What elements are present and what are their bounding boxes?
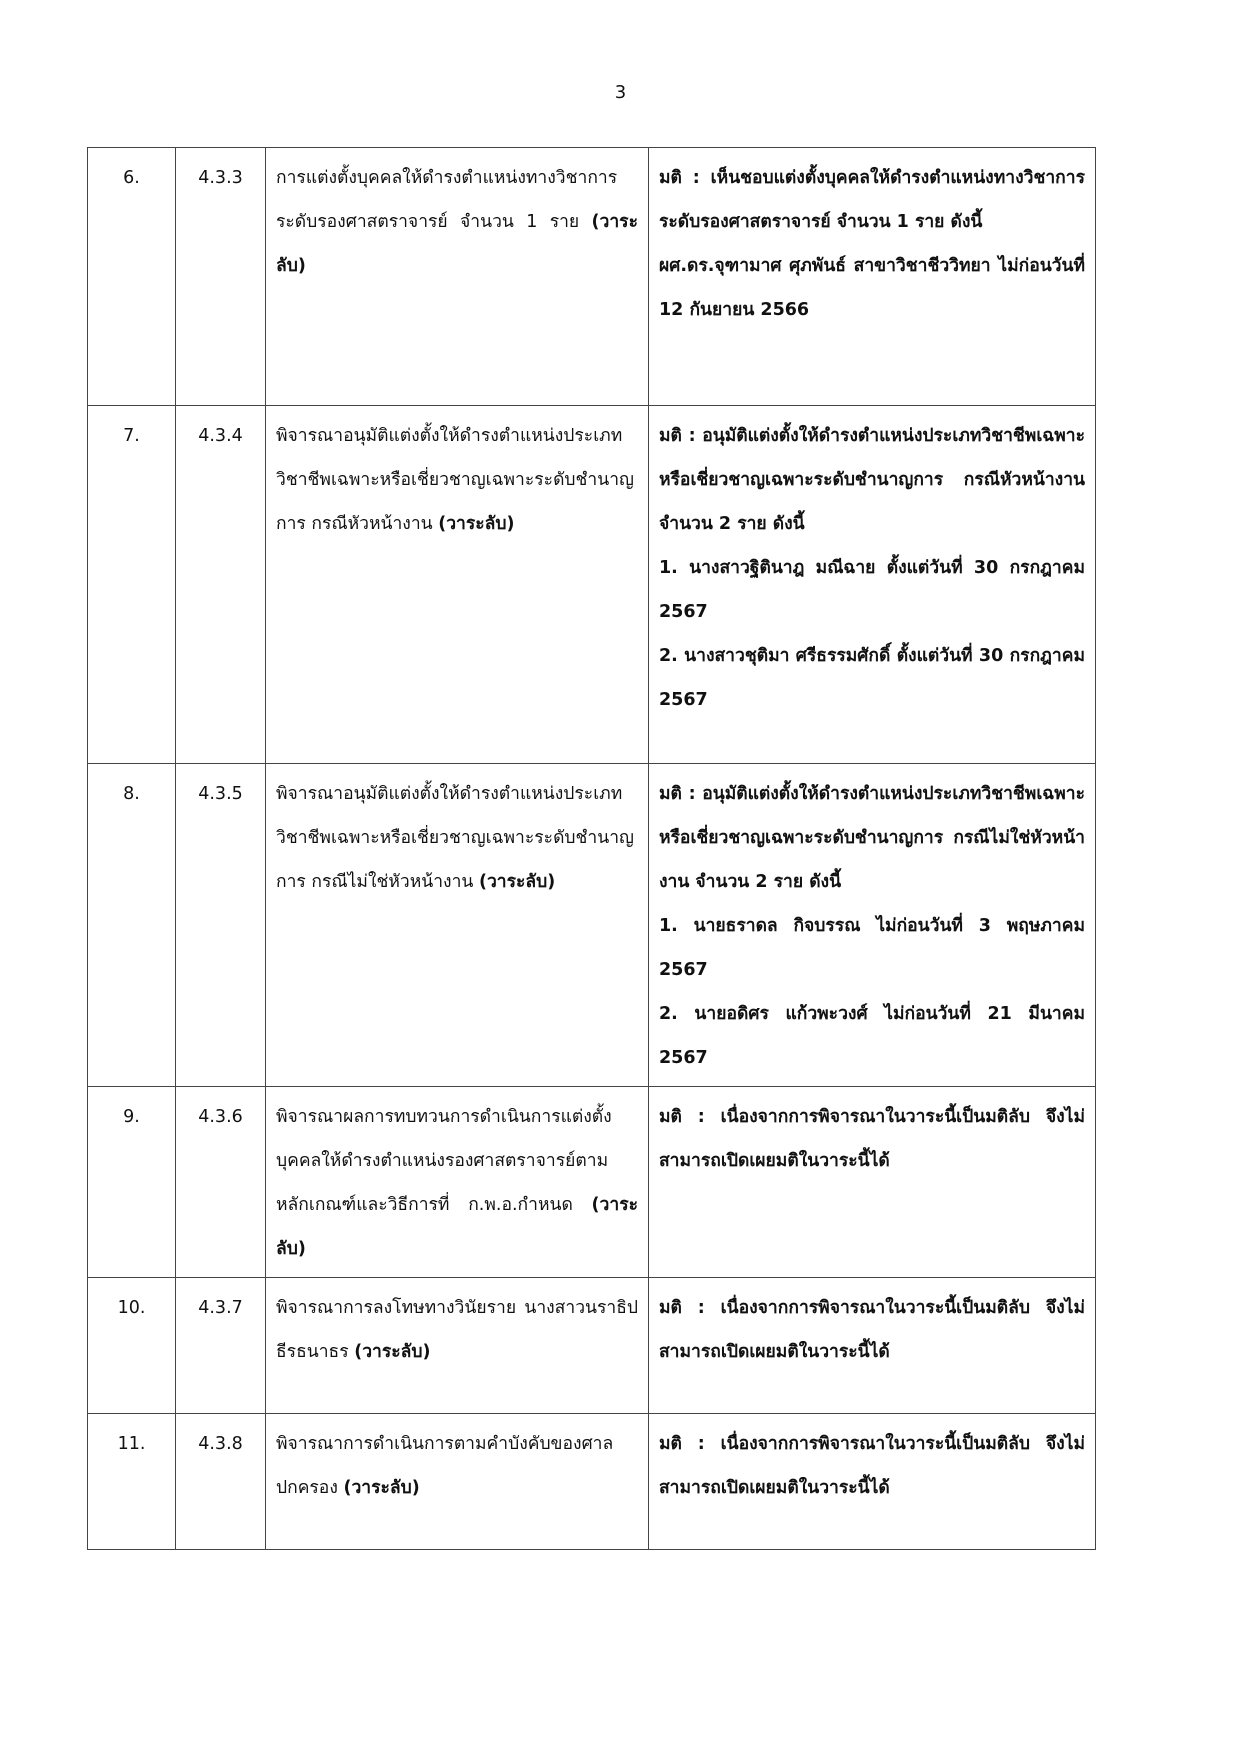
agenda-title-cell <box>266 1087 649 1278</box>
agenda-title: พิจารณาการลงโทษทางวินัยราย นางสาวนราธิป ธีรธนาธร <box>276 1298 638 1362</box>
resolution-text: มติ : เนื่องจากการพิจารณาในวาระนี้เป็นมติลับ จึงไม่สามารถเปิดเผยมติในวาระนี้ได้ <box>659 1298 1085 1362</box>
item-number: 8. <box>88 764 176 1087</box>
item-number: 11. <box>88 1414 176 1550</box>
resolution-text: มติ : อนุมัติแต่งตั้งให้ดำรงตำแหน่งประเภทวิชาชีพเฉพาะหรือเชี่ยวชาญเฉพาะระดับชำนาญการ กรณีหัวหน้างาน จำนวน 2 ราย ดังนี้ <box>659 426 1085 534</box>
resolution-item: 2. นายอดิศร แก้วพะวงศ์ ไม่ก่อนวันที่ 21 มีนาคม 2567 <box>659 1004 1085 1068</box>
table-row <box>88 764 1096 1087</box>
agenda-title: พิจารณาอนุมัติแต่งตั้งให้ดำรงตำแหน่งประเภทวิชาชีพเฉพาะหรือเชี่ยวชาญเฉพาะระดับชำนาญการ กรณีไม่ใช่หัวหน้างาน <box>276 784 634 892</box>
agenda-code: 4.3.3 <box>176 148 266 406</box>
agenda-title-cell <box>266 1278 649 1414</box>
item-number: 9. <box>88 1087 176 1278</box>
resolution-text: มติ : เนื่องจากการพิจารณาในวาระนี้เป็นมติลับ จึงไม่สามารถเปิดเผยมติในวาระนี้ได้ <box>659 1107 1085 1171</box>
resolution-item: 1. นางสาวฐิตินาฎ มณีฉาย ตั้งแต่วันที่ 30 กรกฎาคม 2567 <box>659 558 1085 622</box>
resolution-cell <box>649 148 1096 406</box>
agenda-code: 4.3.8 <box>176 1414 266 1550</box>
secret-tag: (วาระลับ) <box>343 1478 420 1498</box>
secret-tag: (วาระลับ) <box>438 514 515 534</box>
resolution-cell <box>649 1278 1096 1414</box>
page-number: 3 <box>614 82 627 103</box>
agenda-code: 4.3.6 <box>176 1087 266 1278</box>
secret-tag: (วาระลับ) <box>276 1195 638 1259</box>
agenda-title-cell <box>266 1414 649 1550</box>
secret-tag: (วาระลับ) <box>354 1342 431 1362</box>
agenda-title: พิจารณาอนุมัติแต่งตั้งให้ดำรงตำแหน่งประเภทวิชาชีพเฉพาะหรือเชี่ยวชาญเฉพาะระดับชำนาญการ กรณีหัวหน้างาน <box>276 426 634 534</box>
table-row <box>88 1414 1096 1550</box>
agenda-code: 4.3.4 <box>176 406 266 764</box>
resolutions-table <box>87 147 1096 1550</box>
agenda-title: การแต่งตั้งบุคคลให้ดำรงตำแหน่งทางวิชาการ ระดับรองศาสตราจารย์ จำนวน 1 ราย <box>276 168 618 232</box>
table-row <box>88 1087 1096 1278</box>
agenda-code: 4.3.7 <box>176 1278 266 1414</box>
resolution-cell <box>649 406 1096 764</box>
item-number: 10. <box>88 1278 176 1414</box>
table-row <box>88 148 1096 406</box>
item-number: 7. <box>88 406 176 764</box>
resolution-item: ผศ.ดร.จุฑามาศ ศุภพันธ์ สาขาวิชาชีววิทยา ไม่ก่อนวันที่ 12 กันยายน 2566 <box>659 256 1085 320</box>
agenda-title: พิจารณาผลการทบทวนการดำเนินการแต่งตั้งบุคคลให้ดำรงตำแหน่งรองศาสตราจารย์ตามหลักเกณฑ์และวิธีการที่ ก.พ.อ.กำหนด <box>276 1107 612 1215</box>
agenda-title-cell <box>266 764 649 1087</box>
resolution-cell <box>649 1087 1096 1278</box>
table-row <box>88 1278 1096 1414</box>
resolution-cell <box>649 764 1096 1087</box>
secret-tag: (วาระลับ) <box>478 872 556 892</box>
secret-tag: (วาระลับ) <box>276 212 638 276</box>
agenda-title: พิจารณาการดำเนินการตามคำบังคับของศาลปกครอง <box>276 1434 614 1498</box>
table-row <box>88 406 1096 764</box>
resolution-item: 1. นายธราดล กิจบรรณ ไม่ก่อนวันที่ 3 พฤษภาคม 2567 <box>659 916 1085 980</box>
agenda-title-cell <box>266 406 649 764</box>
resolution-text: มติ : เห็นชอบแต่งตั้งบุคคลให้ดำรงตำแหน่งทางวิชาการ ระดับรองศาสตราจารย์ จำนวน 1 ราย ดังนี้ <box>659 168 1085 232</box>
resolution-text: มติ : อนุมัติแต่งตั้งให้ดำรงตำแหน่งประเภทวิชาชีพเฉพาะหรือเชี่ยวชาญเฉพาะระดับชำนาญการ กรณีไม่ใช่หัวหน้างาน จำนวน 2 ราย ดังนี้ <box>659 784 1085 892</box>
resolution-text: มติ : เนื่องจากการพิจารณาในวาระนี้เป็นมติลับ จึงไม่สามารถเปิดเผยมติในวาระนี้ได้ <box>659 1434 1085 1498</box>
agenda-code: 4.3.5 <box>176 764 266 1087</box>
item-number: 6. <box>88 148 176 406</box>
agenda-title-cell <box>266 148 649 406</box>
resolution-item: 2. นางสาวชุติมา ศรีธรรมศักดิ์ ตั้งแต่วันที่ 30 กรกฎาคม 2567 <box>659 646 1085 710</box>
resolution-cell <box>649 1414 1096 1550</box>
